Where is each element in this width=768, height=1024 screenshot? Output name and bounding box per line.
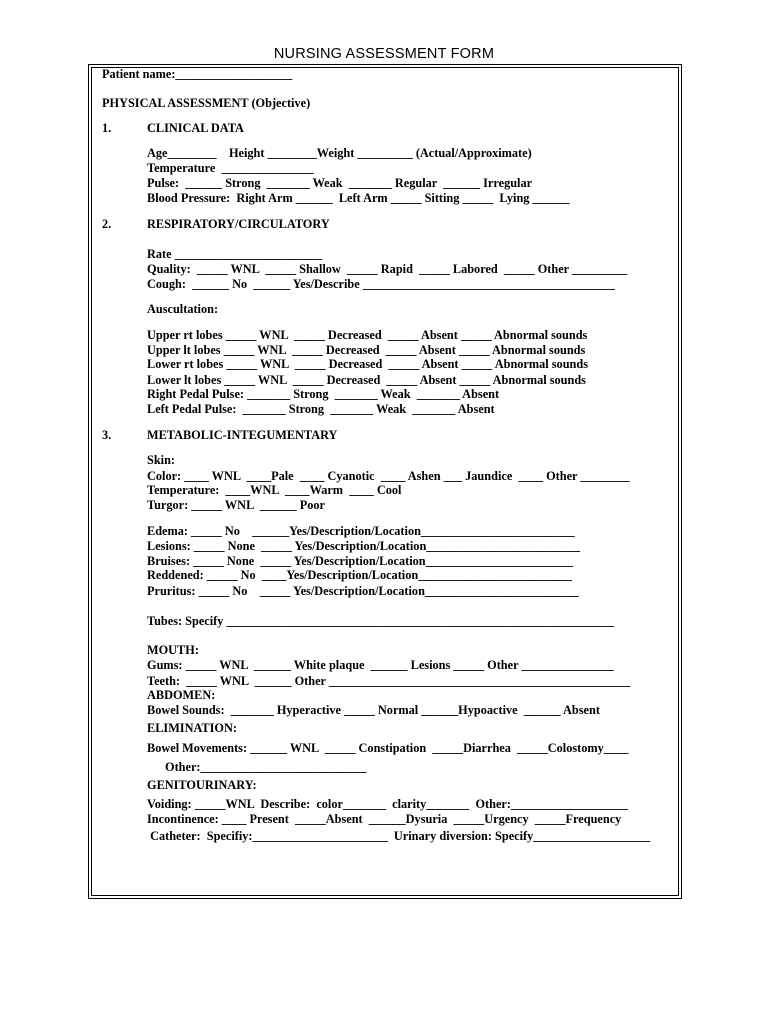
elimination-other-line[interactable]: Other:___________________________ — [165, 760, 367, 774]
teeth-line[interactable]: Teeth: _____ WNL ______ Other _________________________________________________ — [147, 674, 631, 688]
genitourinary-heading: GENITOURINARY: — [147, 778, 257, 792]
bowel-sounds-line[interactable]: Bowel Sounds: _______ Hyperactive _____ Normal ______Hypoactive ______ Absent — [147, 703, 600, 717]
right-pedal-pulse-line[interactable]: Right Pedal Pulse: _______ Strong _______ Weak _______ Absent — [147, 387, 500, 401]
skin-temperature-line[interactable]: Temperature: ____WNL ____Warm ____ Cool — [147, 483, 402, 497]
temperature-line[interactable]: Temperature _______________ — [147, 161, 314, 175]
reddened-line[interactable]: Reddened: _____ No ____Yes/Description/Location_________________________ — [147, 568, 572, 582]
lower-rt-lobes-line[interactable]: Lower rt lobes _____ WNL _____ Decreased _____ Absent _____ Abnormal sounds — [147, 357, 589, 371]
section-3-number: 3. — [102, 428, 112, 442]
age-height-weight-line[interactable]: Age________ Height ________Weight _________ (Actual/Approximate) — [147, 146, 532, 160]
mouth-heading: MOUTH: — [147, 643, 199, 657]
upper-rt-lobes-line[interactable]: Upper rt lobes _____ WNL _____ Decreased _____ Absent _____ Abnormal sounds — [147, 328, 588, 342]
bowel-movements-line[interactable]: Bowel Movements: ______ WNL _____ Constipation _____Diarrhea _____Colostomy____ — [147, 741, 629, 755]
incontinence-line[interactable]: Incontinence: ____ Present _____Absent ______Dysuria _____Urgency _____Frequency — [147, 812, 622, 826]
metabolic-integumentary-heading: METABOLIC-INTEGUMENTARY — [147, 428, 338, 442]
rate-line[interactable]: Rate ________________________ — [147, 247, 323, 261]
gums-line[interactable]: Gums: _____ WNL ______ White plaque ______ Lesions _____ Other _______________ — [147, 658, 614, 672]
section-2-number: 2. — [102, 217, 112, 231]
upper-lt-lobes-line[interactable]: Upper lt lobes _____ WNL _____ Decreased _____ Absent _____ Abnormal sounds — [147, 343, 586, 357]
clinical-data-heading: CLINICAL DATA — [147, 121, 244, 135]
patient-name-field[interactable]: Patient name:___________________ — [102, 67, 293, 81]
tubes-line[interactable]: Tubes: Specify _______________________________________________________________ — [147, 614, 614, 628]
edema-line[interactable]: Edema: _____ No ______Yes/Description/Location_________________________ — [147, 524, 575, 538]
lower-lt-lobes-line[interactable]: Lower lt lobes _____ WNL _____ Decreased _____ Absent _____ Abnormal sounds — [147, 373, 586, 387]
form-title: NURSING ASSESSMENT FORM — [273, 46, 495, 62]
pruritus-line[interactable]: Pruritus: _____ No _____ Yes/Description/Location_________________________ — [147, 584, 579, 598]
catheter-line[interactable]: Catheter: Specifiy:______________________ Urinary diversion: Specify___________________ — [147, 829, 651, 843]
blood-pressure-line[interactable]: Blood Pressure: Right Arm ______ Left Arm _____ Sitting _____ Lying ______ — [147, 191, 570, 205]
elimination-heading: ELIMINATION: — [147, 721, 237, 735]
section-1-number: 1. — [102, 121, 112, 135]
abdomen-heading: ABDOMEN: — [147, 688, 216, 702]
auscultation-label: Auscultation: — [147, 302, 219, 316]
skin-color-line[interactable]: Color: ____ WNL ____Pale ____ Cyanotic ____ Ashen ___ Jaundice ____ Other ________ — [147, 469, 630, 483]
cough-line[interactable]: Cough: ______ No ______ Yes/Describe _________________________________________ — [147, 277, 615, 291]
lesions-line[interactable]: Lesions: _____ None _____ Yes/Description/Location_________________________ — [147, 539, 581, 553]
turgor-line[interactable]: Turgor: _____ WNL ______ Poor — [147, 498, 325, 512]
bruises-line[interactable]: Bruises: _____ None _____ Yes/Description/Location________________________ — [147, 554, 574, 568]
voiding-line[interactable]: Voiding: _____WNL Describe: color_______ clarity_______ Other:___________________ — [147, 797, 628, 811]
pulse-line[interactable]: Pulse: ______ Strong _______ Weak _______ Regular ______ Irregular — [147, 176, 533, 190]
respiratory-circulatory-heading: RESPIRATORY/CIRCULATORY — [147, 217, 330, 231]
skin-label: Skin: — [147, 453, 176, 467]
quality-line[interactable]: Quality: _____ WNL _____ Shallow _____ Rapid _____ Labored _____ Other _________ — [147, 262, 628, 276]
physical-assessment-heading: PHYSICAL ASSESSMENT (Objective) — [102, 96, 311, 110]
left-pedal-pulse-line[interactable]: Left Pedal Pulse: _______ Strong _______ Weak _______ Absent — [147, 402, 495, 416]
